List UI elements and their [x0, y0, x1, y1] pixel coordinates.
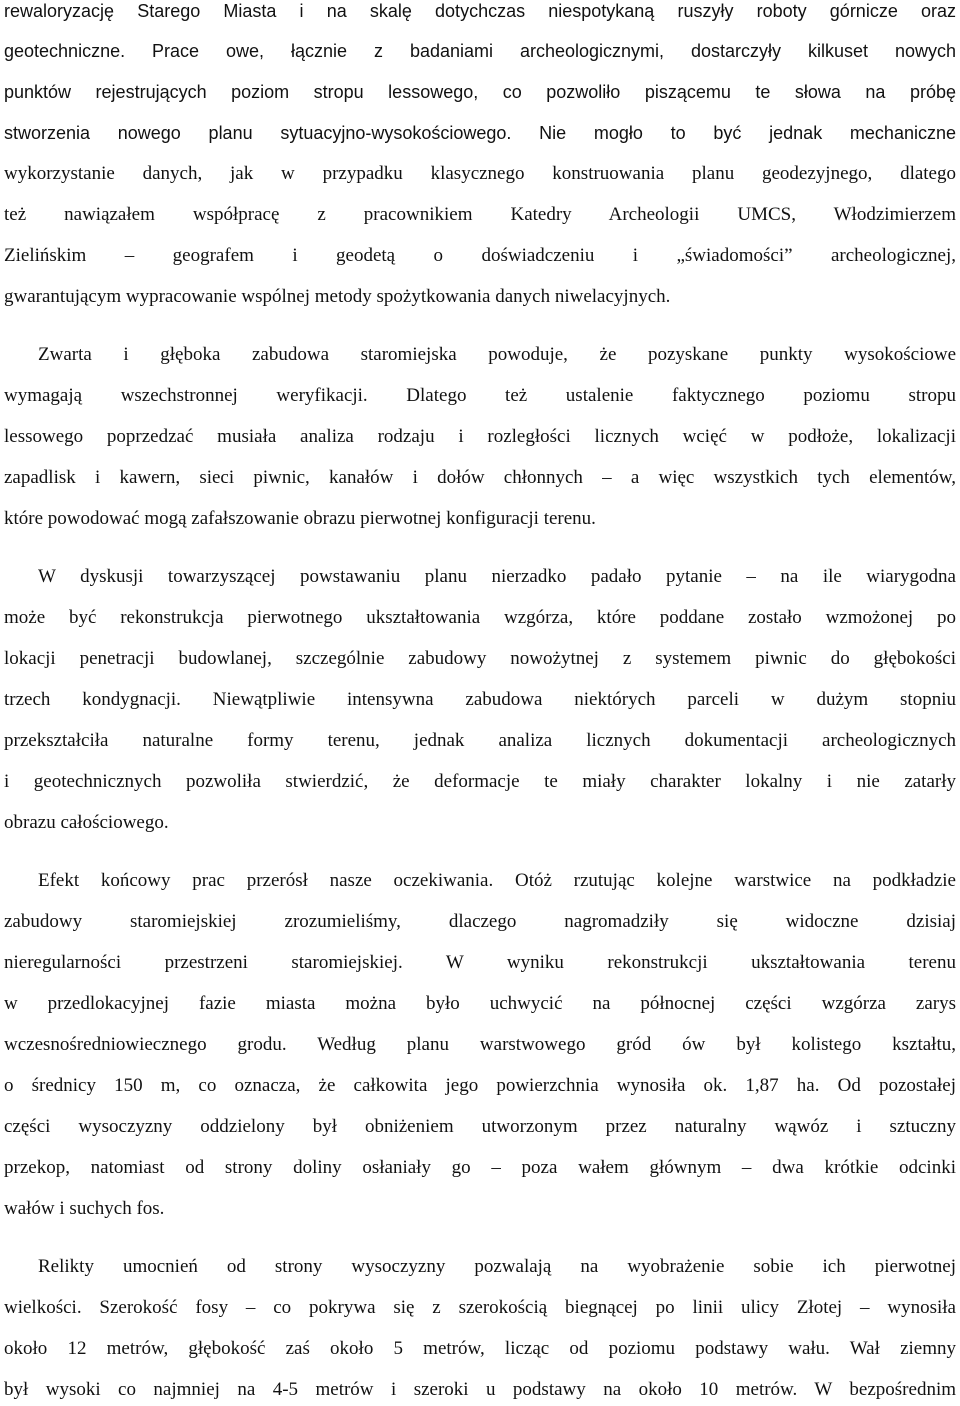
- text-line: zabudowy staromiejskiej zrozumieliśmy, dlaczego nagromadziły się widoczne dzisiaj: [4, 911, 956, 932]
- text-line: i geotechnicznych pozwoliła stwierdzić, że deformacje te miały charakter lokalny i nie zatarły: [4, 771, 956, 792]
- text-line: stworzenia nowego planu sytuacyjno-wysokościowego. Nie mogło to być jednak mechaniczne: [4, 123, 956, 143]
- text-line: wałów i suchych fos.: [4, 1198, 165, 1219]
- text-line: punktów rejestrujących poziom stropu lessowego, co pozwoliło piszącemu te słowa na próbę: [4, 82, 956, 102]
- text-line: obrazu całościowego.: [4, 812, 169, 833]
- text-line: gwarantującym wypracowanie wspólnej metody spożytkowania danych niwelacyjnych.: [4, 286, 671, 307]
- text-line: może być rekonstrukcja pierwotnego ukształtowania wzgórza, które poddane zostało wzmożonej po: [4, 607, 956, 628]
- text-line: wykorzystanie danych, jak w przypadku klasycznego konstruowania planu geodezyjnego, dlatego: [4, 163, 956, 184]
- text-line: które powodować mogą zafałszowanie obrazu pierwotnej konfiguracji terenu.: [4, 508, 596, 529]
- text-line: trzech kondygnacji. Niewątpliwie intensywna zabudowa niektórych parceli w dużym stopniu: [4, 689, 956, 710]
- text-line: lokacji penetracji budowlanej, szczególnie zabudowy nowożytnej z systemem piwnic do głębokości: [4, 648, 956, 669]
- text-line: części wysoczyzny oddzielony był obniżeniem utworzonym przez naturalny wąwóz i sztuczny: [4, 1116, 956, 1137]
- text-line: przekop, natomiast od strony doliny osłaniały go – poza wałem głównym – dwa krótkie odcinki: [4, 1157, 956, 1178]
- text-line: przekształciła naturalne formy terenu, jednak analiza licznych dokumentacji archeologicznych: [4, 730, 956, 751]
- text-line: Efekt końcowy prac przerósł nasze oczekiwania. Otóż rzutując kolejne warstwice na podkładzie: [38, 870, 956, 891]
- text-line: w przedlokacyjnej fazie miasta można było uchwycić na północnej części wzgórza zarys: [4, 993, 956, 1014]
- text-line: Relikty umocnień od strony wysoczyzny pozwalają na wyobrażenie sobie ich pierwotnej: [38, 1256, 956, 1277]
- text-line: też nawiązałem współpracę z pracownikiem Katedry Archeologii UMCS, Włodzimierzem: [4, 204, 956, 225]
- text-line: zapadlisk i kawern, sieci piwnic, kanałów i dołów chłonnych – a więc wszystkich tych elementów,: [4, 467, 956, 488]
- text-line: nieregularności przestrzeni staromiejskiej. W wyniku rekonstrukcji ukształtowania terenu: [4, 952, 956, 973]
- text-line: o średnicy 150 m, co oznacza, że całkowita jego powierzchnia wynosiła ok. 1,87 ha. Od pozostałej: [4, 1075, 956, 1096]
- text-line: wielkości. Szerokość fosy – co pokrywa się z szerokością biegnącej po linii ulicy Złotej – wynosiła: [4, 1297, 956, 1318]
- text-line: Zwarta i głęboka zabudowa staromiejska powoduje, że pozyskane punkty wysokościowe: [38, 344, 956, 365]
- text-line: około 12 metrów, głębokość zaś około 5 metrów, licząc od poziomu podstawy wału. Wał ziemny: [4, 1338, 956, 1359]
- text-line: wymagają wszechstronnej weryfikacji. Dlatego też ustalenie faktycznego poziomu stropu: [4, 385, 956, 406]
- text-line: W dyskusji towarzyszącej powstawaniu planu nierzadko padało pytanie – na ile wiarygodna: [38, 566, 956, 587]
- text-line: geotechniczne. Prace owe, łącznie z badaniami archeologicznymi, dostarczyły kilkuset nowych: [4, 41, 956, 61]
- text-line: Zielińskim – geografem i geodetą o doświadczeniu i „świadomości” archeologicznej,: [4, 245, 956, 266]
- text-line: wczesnośredniowiecznego grodu. Według planu warstwowego gród ów był kolistego kształtu,: [4, 1034, 956, 1055]
- text-line: był wysoki co najmniej na 4-5 metrów i szeroki u podstawy na około 10 metrów. W bezpośrednim: [4, 1379, 956, 1400]
- text-line: rewaloryzację Starego Miasta i na skalę dotychczas niespotykaną ruszyły roboty górnicze oraz: [4, 1, 956, 21]
- text-line: lessowego poprzedzać musiała analiza rodzaju i rozległości licznych wcięć w podłoże, lokalizacji: [4, 426, 956, 447]
